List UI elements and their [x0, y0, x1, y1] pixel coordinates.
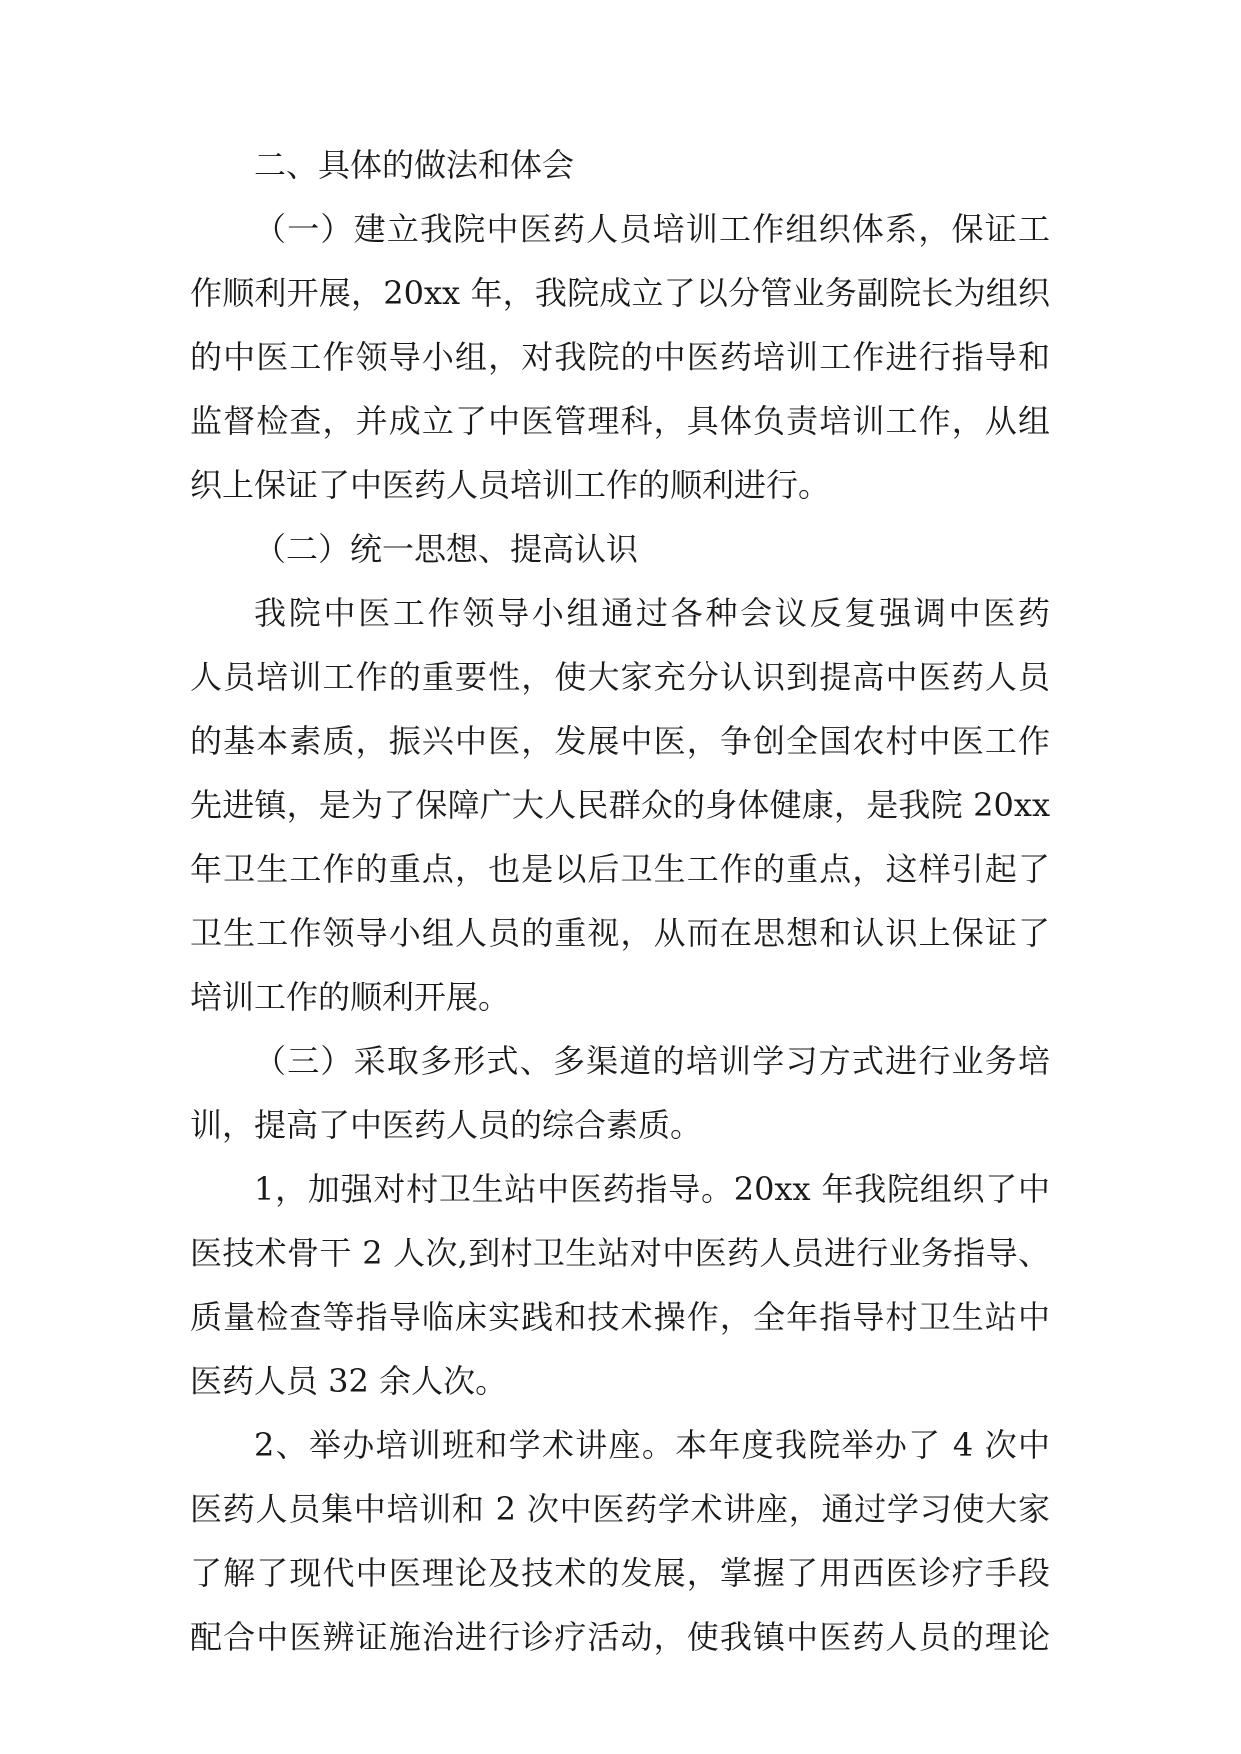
- paragraph-line: 医技术骨干 2 人次,到村卫生站对中医药人员进行业务指导、: [190, 1234, 1050, 1272]
- paragraph-line: 培训工作的顺利开展。: [190, 978, 511, 1016]
- section-heading: 二、具体的做法和体会: [254, 146, 575, 184]
- paragraph-line: 医药人员 32 余人次。: [190, 1362, 508, 1400]
- paragraph-line: 我院中医工作领导小组通过各种会议反复强调中医药: [254, 594, 1050, 632]
- list-item-line: 1，加强对村卫生站中医药指导。20xx 年我院组织了中: [254, 1170, 1050, 1208]
- paragraph-line: 质量检查等指导临床实践和技术操作，全年指导村卫生站中: [190, 1298, 1050, 1336]
- paragraph-line: 配合中医辨证施治进行诊疗活动，使我镇中医药人员的理论: [190, 1618, 1050, 1656]
- paragraph-line: 作顺利开展，20xx 年，我院成立了以分管业务副院长为组织: [190, 274, 1050, 312]
- paragraph-line: 医药人员集中培训和 2 次中医药学术讲座，通过学习使大家: [190, 1490, 1050, 1528]
- paragraph-line: （一）建立我院中医药人员培训工作组织体系，保证工: [254, 210, 1050, 248]
- paragraph-line: 卫生工作领导小组人员的重视，从而在思想和认识上保证了: [190, 914, 1050, 952]
- paragraph-line: 人员培训工作的重要性，使大家充分认识到提高中医药人员: [190, 658, 1050, 696]
- paragraph-line: 训，提高了中医药人员的综合素质。: [190, 1106, 703, 1144]
- subsection-heading: （三）采取多形式、多渠道的培训学习方式进行业务培: [254, 1042, 1050, 1080]
- paragraph-line: 年卫生工作的重点，也是以后卫生工作的重点，这样引起了: [190, 850, 1050, 888]
- paragraph-line: 了解了现代中医理论及技术的发展，掌握了用西医诊疗手段: [190, 1554, 1050, 1592]
- list-item-line: 2、举办培训班和学术讲座。本年度我院举办了 4 次中: [254, 1426, 1050, 1464]
- paragraph-line: 的中医工作领导小组，对我院的中医药培训工作进行指导和: [190, 338, 1050, 376]
- paragraph-line: 织上保证了中医药人员培训工作的顺利进行。: [190, 466, 831, 504]
- paragraph-line: 先进镇，是为了保障广大人民群众的身体健康，是我院 20xx: [190, 786, 1050, 824]
- paragraph-line: 的基本素质，振兴中医，发展中医，争创全国农村中医工作: [190, 722, 1050, 760]
- paragraph-line: 监督检查，并成立了中医管理科，具体负责培训工作，从组: [190, 402, 1050, 440]
- subsection-heading: （二）统一思想、提高认识: [254, 530, 639, 568]
